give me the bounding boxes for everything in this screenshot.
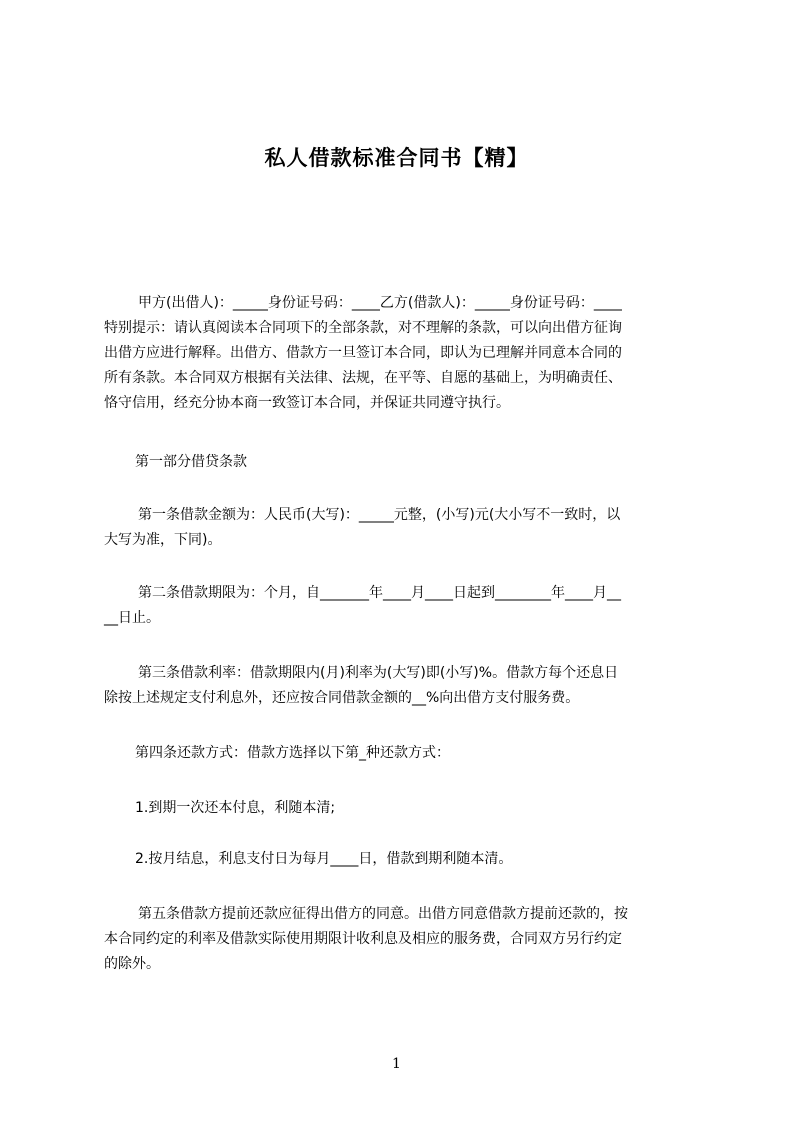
article-4	[104, 741, 704, 766]
option-line: 2.按月结息，利息支付日为每月____日，借款到期利随本清。	[135, 851, 513, 867]
section-heading: 第一部分借贷条款	[135, 454, 247, 470]
intro-line: 出借方应进行解释。出借方、借款方一旦签订本合同，即认为已理解并同意本合同的	[104, 345, 622, 361]
intro-paragraph	[104, 291, 704, 416]
article-line: 第三条借款利率：借款期限内(月)利率为(大写)即(小写)%。借款方每个还息日	[138, 665, 619, 681]
article-line: 第一条借款金额为：人民币(大写)：_____元整，(小写)元(大小写不一致时，以	[138, 507, 621, 523]
article-line: 大写为准，下同)。	[104, 532, 222, 548]
option-1	[104, 796, 704, 821]
article-line: 的除外。	[104, 956, 160, 972]
intro-line: 恪守信用，经充分协本商一致签订本合同，并保证共同遵守执行。	[104, 395, 510, 411]
part1-heading	[104, 450, 704, 475]
article-line: __日止。	[104, 610, 160, 626]
article-line: 除按上述规定支付利息外，还应按合同借款金额的__%向出借方支付服务费。	[104, 690, 580, 706]
page-number: 1	[392, 1056, 401, 1072]
intro-line: 特别提示：请认真阅读本合同项下的全部条款，对不理解的条款，可以向出借方征询	[104, 320, 622, 336]
article-3	[104, 661, 704, 711]
option-2	[104, 847, 704, 872]
article-line: 本合同约定的利率及借款实际使用期限计收利息及相应的服务费，合同双方另行约定	[104, 931, 622, 947]
article-line: 第四条还款方式：借款方选择以下第_种还款方式：	[135, 745, 450, 761]
intro-line: 甲方(出借人)：_____身份证号码：____乙方(借款人)：_____身份证号码：____	[138, 295, 622, 311]
article-line: 第二条借款期限为：个月，自_______年____月____日起到________年____月__	[138, 585, 621, 601]
intro-line: 所有条款。本合同双方根据有关法律、法规，在平等、自愿的基础上，为明确责任、	[104, 370, 622, 386]
option-line: 1.到期一次还本付息，利随本清;	[135, 800, 336, 816]
article-5	[104, 902, 704, 977]
article-line: 第五条借款方提前还款应征得出借方的同意。出借方同意借款方提前还款的，按	[138, 906, 628, 922]
document-title: 私人借款标准合同书【精】	[264, 146, 529, 170]
article-1	[104, 503, 704, 553]
article-2	[104, 581, 704, 631]
